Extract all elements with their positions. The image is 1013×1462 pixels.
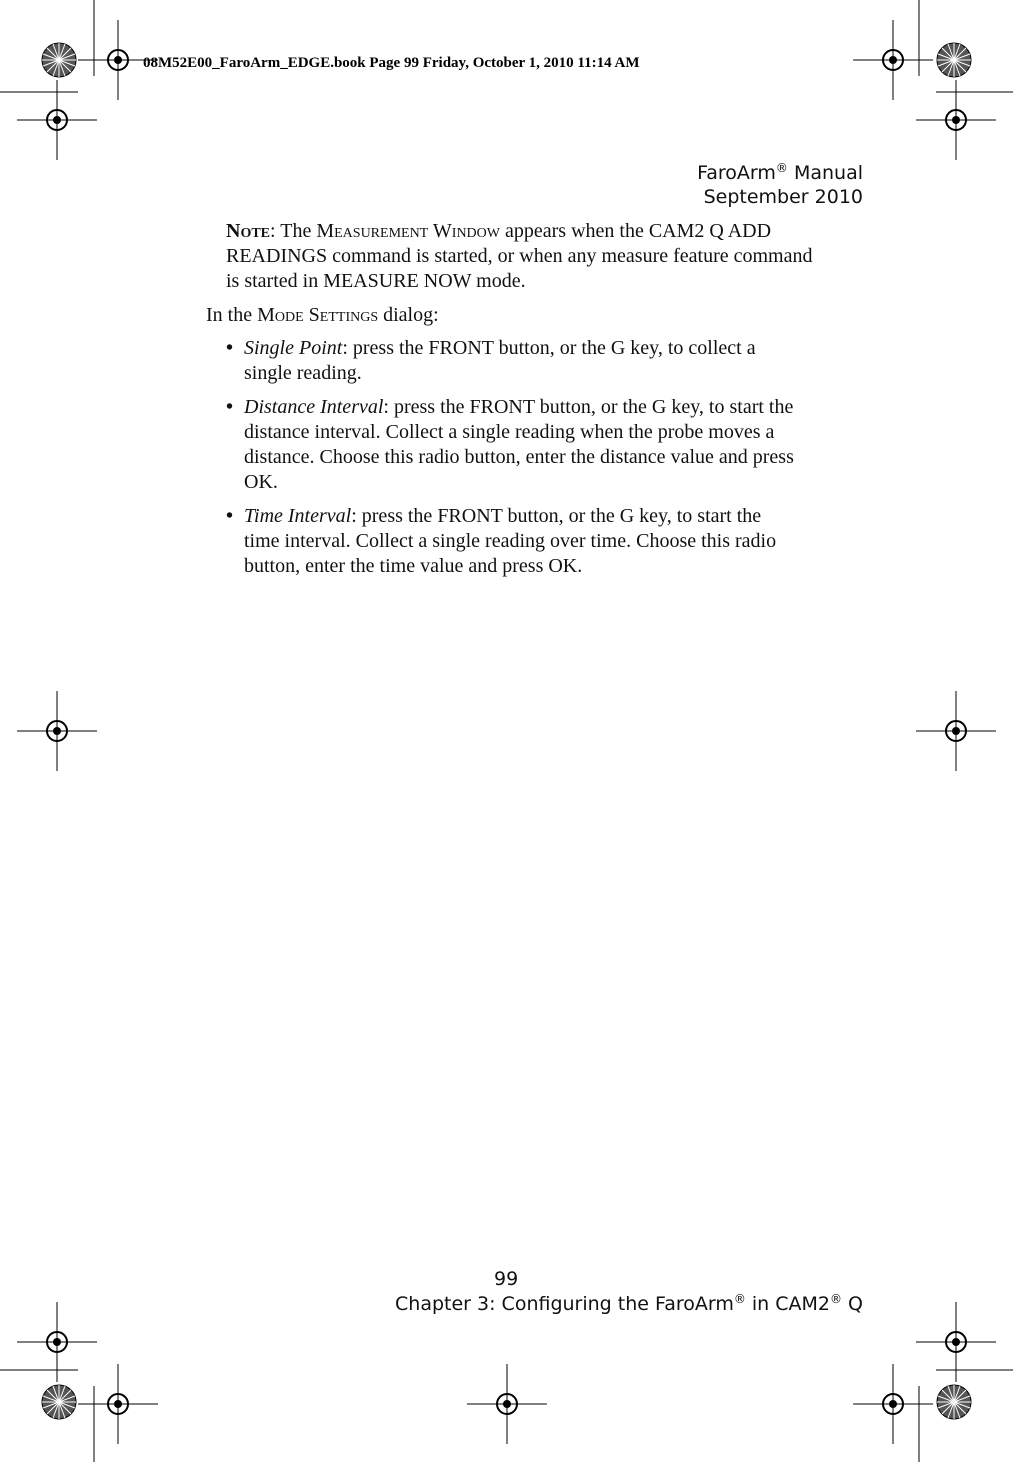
crosshair-bottom-center (467, 1364, 547, 1444)
mode-settings-intro: In the Mode Settings dialog: (206, 304, 439, 326)
bullet-icon: • (226, 396, 234, 418)
book-slug: 08M52E00_FaroArm_EDGE.book Page 99 Friday, October 1, 2010 11:14 AM (143, 55, 640, 71)
crosshair-left-middle (17, 691, 97, 771)
registration-star-bottom-right (937, 1385, 971, 1419)
registration-star-top-right (937, 43, 971, 77)
bullet-icon: • (226, 505, 234, 527)
registration-star-top-left (42, 43, 76, 77)
manual-date: September 2010 (703, 186, 863, 208)
list-item-single-point: • Single Point: press the FRONT button, or the G key, to collect a single reading. (226, 337, 756, 384)
mode-options-list (226, 336, 801, 588)
crosshair-bottom-left-inner (78, 1364, 158, 1444)
crosshair-top-right-inner (853, 20, 933, 100)
manual-title: FaroArm® Manual (697, 161, 863, 184)
crosshair-bottom-right-inner (853, 1364, 933, 1444)
page-number: 99 (494, 1268, 519, 1290)
crosshair-right-middle (916, 691, 996, 771)
running-footer-chapter: Chapter 3: Configuring the FaroArm® in CAM2® Q (395, 1292, 863, 1315)
registration-star-bottom-left (42, 1385, 76, 1419)
running-header (697, 161, 863, 209)
list-item-time-interval: • Time Interval: press the FRONT button, or the G key, to start the time interval. Collect a single reading over time. Choose this radio button, enter the time value and press OK. (226, 505, 777, 577)
bullet-icon: • (226, 337, 234, 359)
note-paragraph: Note: The Measurement Window appears when the CAM2 Q ADD READINGS command is started, or when any measure feature command is started in MEASURE NOW mode. (226, 220, 813, 292)
list-item-distance-interval: • Distance Interval: press the FRONT button, or the G key, to start the distance interval. Collect a single reading when the probe moves a distance. Choose this radio button, enter the distance value and press OK. (226, 396, 794, 493)
